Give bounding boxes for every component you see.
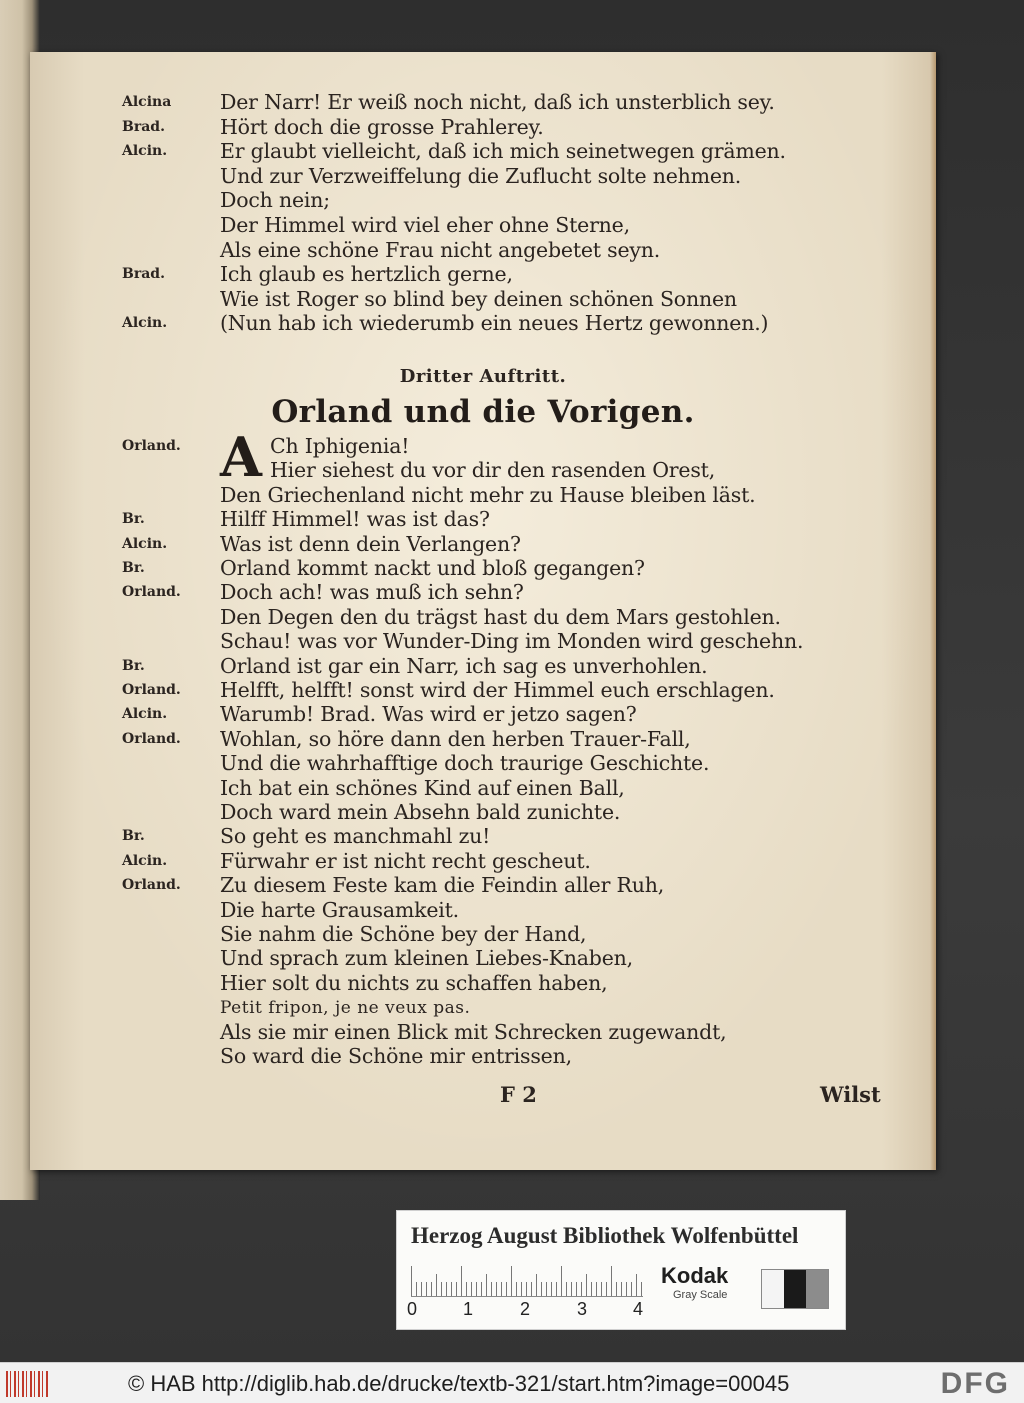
- verse-line: [30, 139, 936, 165]
- verse-line: [30, 1020, 936, 1046]
- speaker-label: Alcina: [122, 94, 172, 110]
- ruler-number: 3: [577, 1299, 588, 1319]
- ruler-tick: [616, 1282, 617, 1296]
- book-page: [30, 52, 936, 1170]
- kodak-logo: Kodak: [661, 1263, 729, 1288]
- ruler-tick: [466, 1282, 467, 1296]
- verse-line: [30, 605, 936, 631]
- ruler-tick: [601, 1282, 602, 1296]
- ruler-tick: [441, 1282, 442, 1296]
- speaker-label: Br.: [122, 828, 145, 845]
- ruler-tick: [496, 1282, 497, 1296]
- verse-text: Hier siehest du vor dir den rasenden Orest,: [270, 458, 716, 483]
- speaker-label: Brad.: [122, 266, 165, 283]
- ruler-number: 0: [407, 1299, 418, 1319]
- ruler-tick: [541, 1282, 542, 1296]
- verse-text: Schau! was vor Wunder-Ding im Monden wird geschehn.: [220, 629, 804, 654]
- ruler-tick: [421, 1282, 422, 1296]
- speaker-label: Br.: [122, 560, 145, 576]
- speaker-label: Orland.: [122, 682, 181, 698]
- ruler-tick: [571, 1282, 572, 1296]
- verse-text: Was ist denn dein Verlangen?: [220, 531, 521, 556]
- ruler-tick: [566, 1282, 567, 1296]
- scale-ruler: [411, 1263, 643, 1297]
- ruler-tick: [521, 1282, 522, 1296]
- gray-scale-label: Gray Scale: [673, 1289, 728, 1301]
- ruler-tick: [446, 1282, 447, 1296]
- verse-text: Und sprach zum kleinen Liebes-Knaben,: [220, 946, 633, 971]
- ruler-tick: [456, 1282, 457, 1296]
- verse-line: [30, 654, 936, 680]
- footer-bar: [0, 1362, 1024, 1403]
- speaker-label: Alcin.: [122, 143, 168, 160]
- library-name: Herzog August Bibliothek Wolfenbüttel: [411, 1223, 799, 1248]
- ruler-tick: [556, 1282, 557, 1296]
- verse-text: Hört doch die grosse Prahlerey.: [220, 114, 544, 139]
- ruler-tick: [431, 1282, 432, 1296]
- verse-text: Doch ach! was muß ich sehn?: [220, 580, 524, 605]
- verse-line: [30, 995, 936, 1021]
- verse-line: [30, 188, 936, 214]
- verse-text: Wie ist Roger so blind bey deinen schönen Sonnen: [220, 286, 737, 311]
- ruler-tick: [631, 1282, 632, 1296]
- verse-line: [30, 115, 936, 141]
- ruler-tick: [611, 1266, 612, 1296]
- verse-text: Als eine schöne Frau nicht angebetet seyn.: [220, 237, 661, 262]
- gray-swatch-black: [784, 1270, 806, 1308]
- verse-text: Den Degen den du trägst hast du dem Mars gestohlen.: [220, 604, 781, 629]
- verse-text: Den Griechenland nicht mehr zu Hause bleiben läst.: [220, 482, 756, 507]
- verse-line: [30, 776, 936, 802]
- verse-line: [30, 922, 936, 948]
- speaker-label: Alcin.: [122, 535, 168, 552]
- signature-mark: F 2: [500, 1082, 537, 1107]
- verse-text: Hier solt du nichts zu schaffen haben,: [220, 970, 608, 995]
- verse-text: Ich bat ein schönes Kind auf einen Ball,: [220, 775, 625, 800]
- speaker-label: Orland.: [122, 730, 181, 747]
- verse-text: Orland kommt nackt und bloß gegangen?: [220, 556, 645, 580]
- ruler-number: 4: [633, 1299, 644, 1319]
- verse-text: (Nun hab ich wiederumb ein neues Hertz gewonnen.): [220, 311, 769, 336]
- ruler-tick: [626, 1282, 627, 1296]
- verse-text: Ich glaub es hertzlich gerne,: [220, 262, 513, 287]
- verse-text: Doch nein;: [220, 188, 330, 213]
- verse-line: [30, 90, 936, 116]
- verse-line: [30, 311, 936, 337]
- verse-text: Und die wahrhafftige doch traurige Geschichte.: [220, 751, 710, 776]
- ruler-tick: [471, 1282, 472, 1296]
- verse-line: [30, 946, 936, 972]
- ruler-tick: [561, 1266, 562, 1296]
- speaker-label: Br.: [122, 657, 145, 674]
- ruler-tick: [476, 1282, 477, 1296]
- verse-line: [30, 824, 936, 850]
- verse-text: Wohlan, so höre dann den herben Trauer-Fall,: [220, 726, 691, 751]
- verse-line: [30, 580, 936, 606]
- verse-text: Orland ist gar ein Narr, ich sag es unverhohlen.: [220, 653, 708, 678]
- dfg-logo: DFG: [940, 1367, 1010, 1400]
- ruler-tick: [546, 1282, 547, 1296]
- ruler-tick: [581, 1282, 582, 1296]
- speaker-label: Orland.: [122, 877, 181, 894]
- hab-logo-icon: [6, 1371, 50, 1397]
- ruler-tick: [641, 1282, 642, 1296]
- ruler-tick: [461, 1266, 462, 1296]
- ruler-number: 1: [463, 1299, 474, 1319]
- verse-line: [30, 532, 936, 558]
- gray-swatch-white: [762, 1270, 784, 1308]
- speaker-label: Alcin.: [122, 706, 168, 723]
- verse-line: [30, 702, 936, 728]
- drop-capital: A: [220, 425, 262, 489]
- verse-line: [30, 849, 936, 875]
- ruler-tick: [486, 1274, 487, 1296]
- verse-text: Zu diesem Feste kam die Feindin aller Ruh,: [220, 873, 665, 898]
- speaker-label: Alcin.: [122, 852, 168, 869]
- verse-line: [30, 238, 936, 264]
- ruler-tick: [606, 1282, 607, 1296]
- verse-text: Warumb! Brad. Was wird er jetzo sagen?: [220, 702, 637, 727]
- library-color-card: [396, 1210, 846, 1330]
- speaker-label: Orland.: [122, 438, 181, 454]
- verse-line: [30, 971, 936, 997]
- verse-text: Hilff Himmel! was ist das?: [220, 507, 490, 532]
- catchword: Wilst: [820, 1082, 881, 1107]
- ruler-tick: [526, 1282, 527, 1296]
- ruler-tick: [586, 1274, 587, 1296]
- verse-text: Die harte Grausamkeit.: [220, 897, 459, 922]
- verse-line: [30, 727, 936, 753]
- ruler-tick: [511, 1266, 512, 1296]
- ruler-tick: [501, 1282, 502, 1296]
- verse-line: [30, 556, 936, 582]
- ruler-tick: [591, 1282, 592, 1296]
- ruler-tick: [531, 1282, 532, 1296]
- speaker-label: Orland.: [122, 584, 181, 601]
- scene-subtitle: Dritter Auftritt.: [399, 366, 567, 387]
- footer-url[interactable]: © HAB http://diglib.hab.de/drucke/textb-321/start.htm?image=00045: [128, 1371, 790, 1396]
- verse-line: [30, 678, 936, 704]
- verse-text: Sie nahm die Schöne bey der Hand,: [220, 922, 587, 946]
- verse-line: [30, 164, 936, 190]
- gray-swatches: [761, 1269, 829, 1309]
- ruler-tick: [491, 1282, 492, 1296]
- verse-text: Ch Iphigenia!: [270, 434, 410, 458]
- speaker-label: Alcin.: [122, 315, 168, 332]
- verse-line: [30, 1044, 936, 1070]
- verse-text: Petit fripon, je ne veux pas.: [220, 998, 471, 1019]
- ruler-tick: [451, 1282, 452, 1296]
- verse-line: [30, 434, 936, 460]
- ruler-tick: [506, 1282, 507, 1296]
- ruler-tick: [576, 1282, 577, 1296]
- verse-line: [30, 629, 936, 655]
- verse-text: So geht es manchmahl zu!: [220, 824, 491, 849]
- verse-text: So ward die Schöne mir entrissen,: [220, 1044, 572, 1068]
- verse-line: [30, 213, 936, 239]
- ruler-tick: [426, 1282, 427, 1296]
- ruler-number: 2: [520, 1299, 531, 1319]
- verse-line: [30, 800, 936, 826]
- verse-text: Er glaubt vielleicht, daß ich mich seinetwegen grämen.: [220, 139, 786, 164]
- verse-text: Der Narr! Er weiß noch nicht, daß ich unsterblich sey.: [220, 90, 775, 114]
- verse-line: [30, 483, 936, 509]
- verse-text: Helfft, helfft! sonst wird der Himmel euch erschlagen.: [220, 678, 775, 702]
- verse-line: [30, 287, 936, 313]
- scene-title: Orland und die Vorigen.: [271, 394, 695, 430]
- ruler-tick: [621, 1282, 622, 1296]
- ruler-tick: [636, 1274, 637, 1296]
- ruler-tick: [481, 1282, 482, 1296]
- verse-line: [30, 262, 936, 288]
- verse-text: Der Himmel wird viel eher ohne Sterne,: [220, 213, 630, 237]
- ruler-tick: [411, 1266, 412, 1296]
- ruler-tick: [596, 1282, 597, 1296]
- verse-line: [30, 507, 936, 533]
- verse-line: [30, 751, 936, 777]
- verse-text: Doch ward mein Absehn bald zunichte.: [220, 800, 621, 824]
- ruler-tick: [516, 1282, 517, 1296]
- ruler-tick: [536, 1274, 537, 1296]
- verse-text: Und zur Verzweiffelung die Zuflucht solte nehmen.: [220, 163, 742, 188]
- verse-text: Fürwahr er ist nicht recht gescheut.: [220, 848, 591, 873]
- verse-text: Als sie mir einen Blick mit Schrecken zugewandt,: [220, 1019, 727, 1044]
- speaker-label: Br.: [122, 511, 145, 528]
- verse-line: [30, 458, 936, 484]
- verse-line: [30, 873, 936, 899]
- speaker-label: Brad.: [122, 118, 165, 135]
- ruler-tick: [436, 1274, 437, 1296]
- gray-swatch-mid: [806, 1270, 828, 1308]
- ruler-tick: [551, 1282, 552, 1296]
- verse-line: [30, 898, 936, 924]
- ruler-tick: [416, 1282, 417, 1296]
